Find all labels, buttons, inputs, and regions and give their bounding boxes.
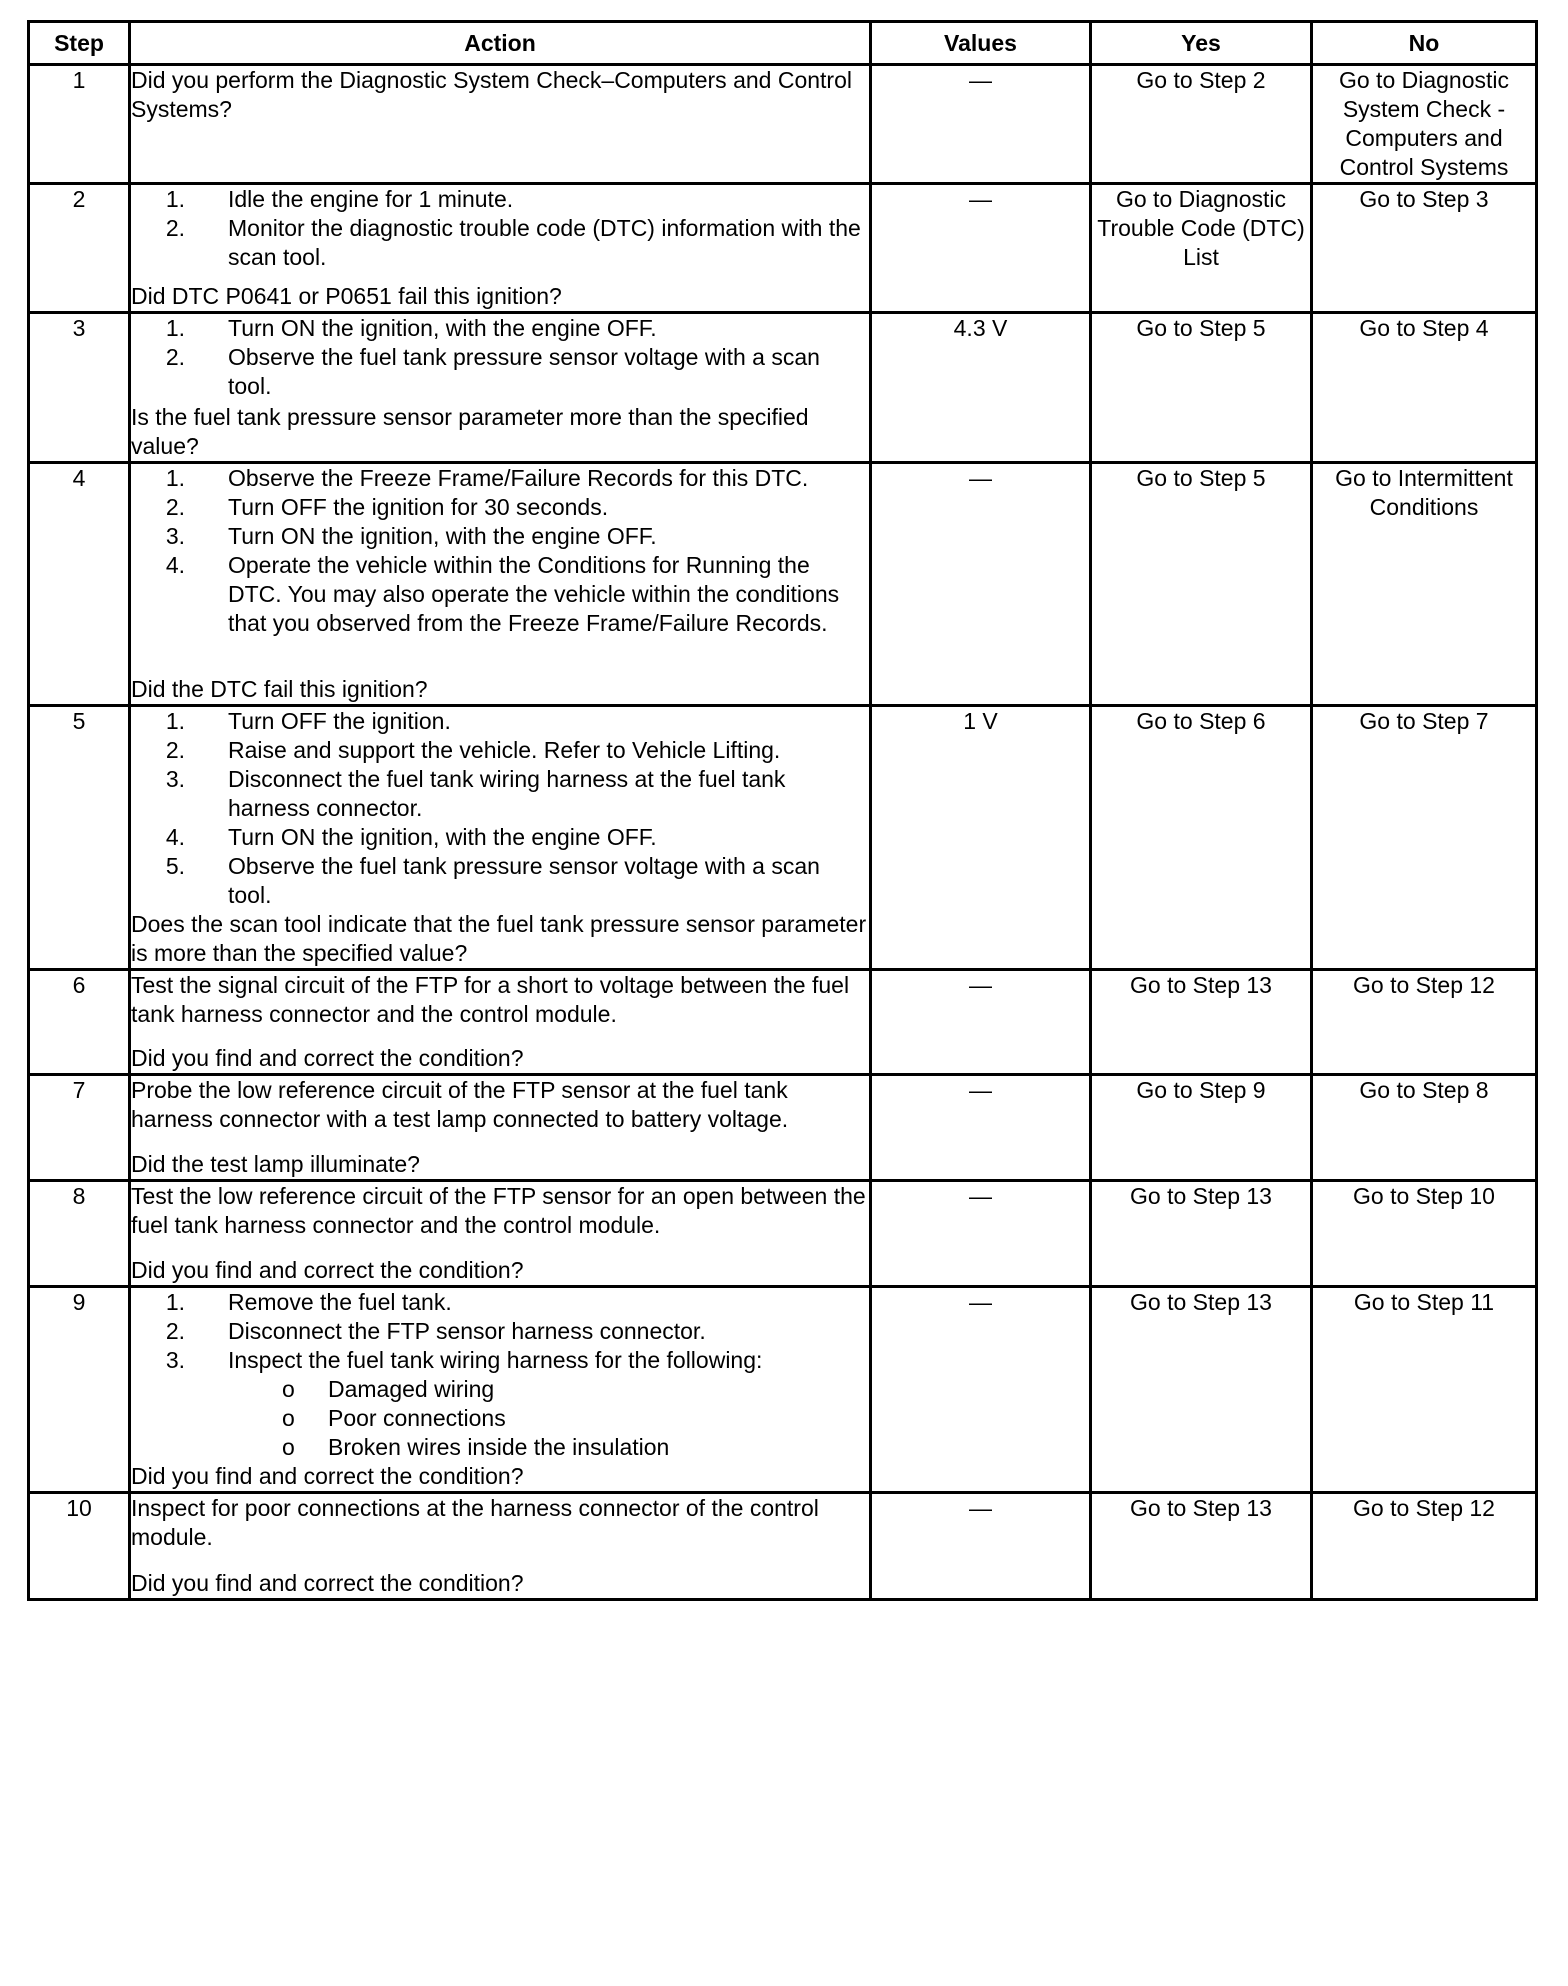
step-number: 6 [29,970,130,1075]
action-step-text: Monitor the diagnostic trouble code (DTC) information with the scan tool. [228,215,861,270]
yes-outcome: Go to Step 5 [1091,463,1312,706]
header-row [29,22,1537,65]
action-content [131,66,869,182]
action-question: Did you find and correct the condition? [131,1570,524,1596]
no-outcome: Go to Step 7 [1312,706,1537,970]
action-step-text: Remove the fuel tank. [228,1289,452,1315]
value-cell: — [871,463,1091,706]
header-yes: Yes [1091,22,1312,65]
action-cell [130,1493,871,1600]
no-outcome: Go to Step 11 [1312,1287,1537,1493]
action-question: Did you find and correct the condition? [131,1463,524,1489]
action-instructions [131,1288,869,1462]
value-cell: — [871,1181,1091,1287]
step-number: 10 [29,1493,130,1600]
action-step [228,522,869,551]
action-content [131,1076,869,1179]
action-step [228,1288,869,1317]
action-instructions [131,1494,869,1552]
action-instructions [131,185,869,272]
action-step-list [131,707,869,910]
action-intro: Test the low reference circuit of the FTP sensor for an open between the fuel tank harness connector and the control module. [131,1183,866,1238]
action-intro: Test the signal circuit of the FTP for a short to voltage between the fuel tank harness connector and the control module. [131,972,850,1027]
action-instructions [131,464,869,638]
action-cell [130,1287,871,1493]
action-step [228,314,869,343]
no-outcome: Go to Step 12 [1312,1493,1537,1600]
yes-outcome: Go to Step 13 [1091,1287,1312,1493]
header-step: Step [29,22,130,65]
action-step [228,185,869,214]
action-intro: Did you perform the Diagnostic System Check–Computers and Control Systems? [131,67,852,122]
action-question: Did you find and correct the condition? [131,1257,524,1283]
action-step-text: Raise and support the vehicle. Refer to Vehicle Lifting. [228,737,781,763]
yes-outcome: Go to Step 13 [1091,1493,1312,1600]
action-step-text: Disconnect the fuel tank wiring harness at the fuel tank harness connector. [228,766,786,821]
action-content [131,314,869,461]
table-row [29,313,1537,463]
step-number: 4 [29,463,130,706]
action-question: Did the test lamp illuminate? [131,1151,420,1177]
action-cell [130,313,871,463]
action-question: Is the fuel tank pressure sensor parameter more than the specified value? [131,404,809,459]
no-outcome: Go to Step 3 [1312,184,1537,313]
no-outcome: Go to Intermittent Conditions [1312,463,1537,706]
action-step [228,707,869,736]
step-number: 5 [29,706,130,970]
value-cell: — [871,970,1091,1075]
action-question: Does the scan tool indicate that the fuel tank pressure sensor parameter is more than the specified value? [131,911,867,966]
action-step-text: Turn OFF the ignition. [228,708,451,734]
action-instructions [131,314,869,401]
action-content [131,707,869,968]
action-step [228,765,869,823]
action-step [228,1346,869,1462]
action-step-text: Turn OFF the ignition for 30 seconds. [228,494,609,520]
action-content [131,464,869,704]
no-outcome: Go to Step 10 [1312,1181,1537,1287]
action-step-text: Inspect the fuel tank wiring harness for the following: [228,1347,763,1373]
yes-outcome: Go to Step 9 [1091,1075,1312,1181]
action-intro: Probe the low reference circuit of the FTP sensor at the fuel tank harness connector with a test lamp connected to battery voltage. [131,1077,789,1132]
table-row [29,1075,1537,1181]
action-step-text: Turn ON the ignition, with the engine OFF. [228,824,657,850]
action-cell [130,65,871,184]
table-row [29,1287,1537,1493]
table-row [29,1181,1537,1287]
action-cell [130,463,871,706]
action-cell [130,184,871,313]
value-cell: — [871,1493,1091,1600]
diagnostic-table [27,20,1538,1601]
action-step-text: Observe the fuel tank pressure sensor voltage with a scan tool. [228,853,820,908]
yes-outcome: Go to Step 6 [1091,706,1312,970]
action-step-text: Idle the engine for 1 minute. [228,186,514,212]
action-question: Did you find and correct the condition? [131,1045,524,1071]
step-number: 8 [29,1181,130,1287]
table-row [29,463,1537,706]
action-step-list [131,1288,869,1462]
action-substep: o Poor connections [328,1404,869,1433]
action-content [131,1494,869,1598]
table-row [29,706,1537,970]
no-outcome: Go to Step 8 [1312,1075,1537,1181]
step-number: 3 [29,313,130,463]
action-step-list [131,314,869,401]
action-instructions [131,971,869,1029]
table-body [29,65,1537,1600]
action-step-text: Observe the Freeze Frame/Failure Records for this DTC. [228,465,809,491]
value-cell: 4.3 V [871,313,1091,463]
action-cell [130,1181,871,1287]
value-cell: — [871,1287,1091,1493]
step-number: 7 [29,1075,130,1181]
value-cell: — [871,1075,1091,1181]
no-outcome: Go to Step 4 [1312,313,1537,463]
action-intro: Inspect for poor connections at the harness connector of the control module. [131,1495,819,1550]
action-cell [130,706,871,970]
action-instructions [131,66,869,124]
action-content [131,1288,869,1491]
action-step [228,852,869,910]
action-instructions [131,1076,869,1134]
action-substep: o Damaged wiring [328,1375,869,1404]
action-step [228,1317,869,1346]
yes-outcome: Go to Step 2 [1091,65,1312,184]
action-step-text: Turn ON the ignition, with the engine OFF. [228,523,657,549]
action-step [228,214,869,272]
yes-outcome: Go to Step 13 [1091,970,1312,1075]
yes-outcome: Go to Step 5 [1091,313,1312,463]
table-row [29,1493,1537,1600]
yes-outcome: Go to Step 13 [1091,1181,1312,1287]
action-instructions [131,707,869,910]
step-number: 9 [29,1287,130,1493]
action-content [131,971,869,1073]
value-cell: — [871,65,1091,184]
action-step-list [131,464,869,638]
header-action: Action [130,22,871,65]
action-cell [130,1075,871,1181]
action-step [228,343,869,401]
no-outcome: Go to Step 12 [1312,970,1537,1075]
action-instructions [131,1182,869,1240]
action-cell [130,970,871,1075]
diagnostic-page [27,20,1535,1601]
action-step-text: Operate the vehicle within the Conditions for Running the DTC. You may also operate the vehicle within the conditions that you observed from the Freeze Frame/Failure Records. [228,552,840,636]
action-step-text: Turn ON the ignition, with the engine OFF. [228,315,657,341]
action-step [228,736,869,765]
action-question: Did the DTC fail this ignition? [131,676,428,702]
table-row [29,65,1537,184]
action-step [228,551,869,638]
action-substep-list [228,1375,869,1462]
action-step-text: Observe the fuel tank pressure sensor voltage with a scan tool. [228,344,820,399]
action-step [228,493,869,522]
header-values: Values [871,22,1091,65]
no-outcome: Go to Diagnostic System Check - Computers and Control Systems [1312,65,1537,184]
action-step [228,464,869,493]
action-step [228,823,869,852]
table-row [29,970,1537,1075]
table-row [29,184,1537,313]
value-cell: 1 V [871,706,1091,970]
value-cell: — [871,184,1091,313]
yes-outcome: Go to Diagnostic Trouble Code (DTC) List [1091,184,1312,313]
action-content [131,185,869,311]
action-step-text: Disconnect the FTP sensor harness connector. [228,1318,706,1344]
header-no: No [1312,22,1537,65]
step-number: 2 [29,184,130,313]
action-step-list [131,185,869,272]
action-content [131,1182,869,1285]
action-question: Did DTC P0641 or P0651 fail this ignition? [131,283,562,309]
step-number: 1 [29,65,130,184]
action-substep: o Broken wires inside the insulation [328,1433,869,1462]
